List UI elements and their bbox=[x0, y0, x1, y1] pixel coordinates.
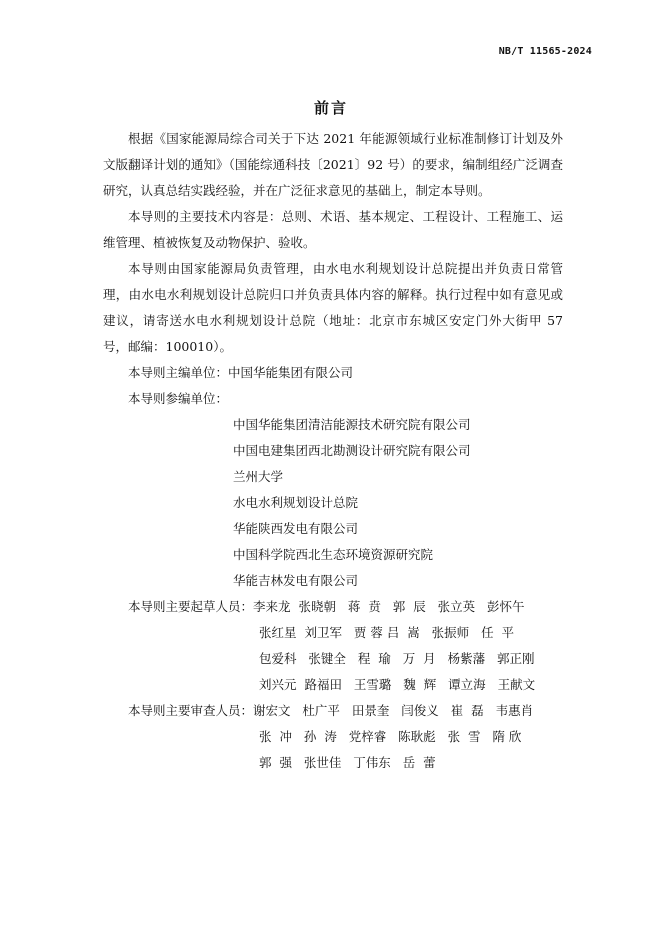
drafters-label: 本导则主要起草人员： bbox=[128, 599, 254, 614]
reviewers-label: 本导则主要审查人员： bbox=[128, 703, 254, 718]
drafter-names: 张红星 刘卫军 贾 蓉 吕 嵩 张振师 任 平 bbox=[259, 625, 515, 640]
reviewers-row bbox=[103, 698, 563, 724]
reviewers-section bbox=[103, 698, 563, 776]
participating-units-label: 本导则参编单位： bbox=[128, 391, 229, 406]
drafter-names: 包爱科 张键全 程 瑜 万 月 杨紫藩 郭正刚 bbox=[259, 651, 535, 666]
foreword-body bbox=[103, 126, 563, 776]
participating-unit: 华能陕西发电有限公司 bbox=[233, 521, 359, 536]
standard-code: NB/T 11565-2024 bbox=[498, 46, 592, 57]
participating-unit: 中国华能集团清洁能源技术研究院有限公司 bbox=[233, 417, 471, 432]
paragraph-content: 本导则的主要技术内容是：总则、术语、基本规定、工程设计、工程施工、运维管理、植被恢复及动物保护、验收。 bbox=[103, 209, 563, 250]
participating-units-list bbox=[103, 412, 563, 594]
drafter-names: 李来龙 张晓朝 蒋 贲 郭 辰 张立英 彭怀午 bbox=[253, 599, 525, 614]
participating-unit: 中国电建集团西北勘测设计研究院有限公司 bbox=[233, 443, 471, 458]
participating-unit: 中国科学院西北生态环境资源研究院 bbox=[233, 547, 434, 562]
drafter-names: 刘兴元 路福田 王雪璐 魏 辉 谭立海 王献文 bbox=[259, 677, 536, 692]
drafters-row bbox=[103, 594, 563, 620]
reviewer-names: 郭 强 张世佳 丁伟东 岳 蕾 bbox=[259, 755, 436, 770]
chief-unit: 本导则主编单位：中国华能集团有限公司 bbox=[128, 365, 354, 380]
participating-unit: 水电水利规划设计总院 bbox=[233, 495, 359, 510]
participating-unit: 兰州大学 bbox=[233, 469, 284, 484]
paragraph-background: 根据《国家能源局综合司关于下达 2021 年能源领域行业标准制修订计划及外文版翻译计划的通知》（国能综通科技〔2021〕92 号）的要求，编制组经广泛调查研究，认真总结实践经验，并在广泛征求意见的基础上，制定本导则。 bbox=[103, 131, 563, 198]
reviewer-names: 谢宏文 杜广平 田景奎 闫俊义 崔 磊 韦惠肖 bbox=[253, 703, 534, 718]
reviewer-names: 张 冲 孙 涛 党梓睿 陈耿彪 张 雪 隋 欣 bbox=[259, 729, 522, 744]
page-title: 前言 bbox=[313, 99, 348, 117]
paragraph-management: 本导则由国家能源局负责管理，由水电水利规划设计总院提出并负责日常管理，由水电水利规划设计总院归口并负责具体内容的解释。执行过程中如有意见或建议，请寄送水电水利规划设计总院（地址：北京市东城区安定门外大街甲 57 号，邮编：100010）。 bbox=[103, 261, 563, 354]
participating-unit: 华能吉林发电有限公司 bbox=[233, 573, 359, 588]
drafters-section bbox=[103, 594, 563, 698]
